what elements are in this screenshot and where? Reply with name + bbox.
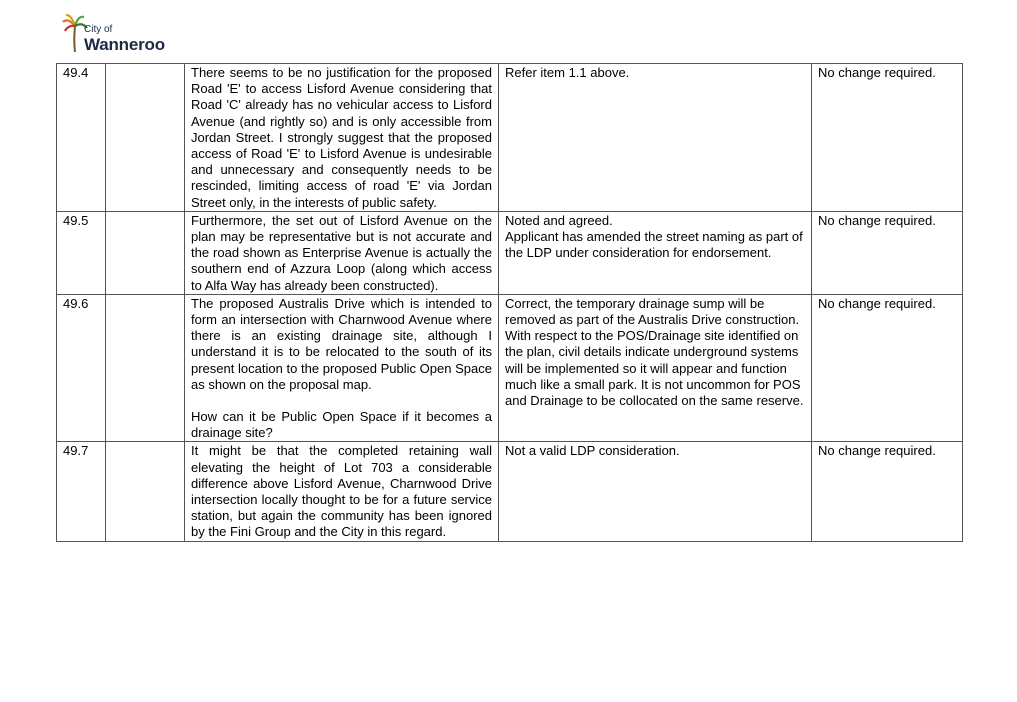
city-logo <box>62 14 182 56</box>
submission-cell <box>185 294 499 442</box>
submitter-cell <box>106 64 185 212</box>
table-row <box>57 294 963 442</box>
submission-text: The proposed Australis Drive which is intended to form an intersection with Charnwood Avenue where there is an existing drainage site, although I understand it is to be relocated to the south of its present location to the proposed Public Open Space as shown on the proposal map. <box>191 295 492 392</box>
submitter-cell <box>106 442 185 541</box>
submission-text: There seems to be no justification for the proposed Road 'E' to access Lisford Avenue considering that Road 'C' already has no vehicular access to Lisford Avenue (and rightly so) and is only accessible from Jordan Street. I strongly suggest that the proposed access of Road 'E' to Lisford Avenue is undesirable and unnecessary and consequently needs to be rescinded, limiting access of road 'E' via Jordan Street only, in the interests of public safety. <box>185 64 499 212</box>
recommendation-text: No change required. <box>812 211 963 294</box>
table-row <box>57 211 963 294</box>
response-text: Refer item 1.1 above. <box>499 64 812 212</box>
response-text: Correct, the temporary drainage sump will be removed as part of the Australis Drive construction. With respect to the POS/Drainage site identified on the plan, civil details indicate underground systems will be implemented so it will appear and function much like a small park. It is not uncommon for POS and Drainage to be collocated on the same reserve. <box>499 294 812 442</box>
submitter-cell <box>106 294 185 442</box>
submitter-cell <box>106 211 185 294</box>
submission-text: Furthermore, the set out of Lisford Avenue on the plan may be representative but is not accurate and the road shown as Enterprise Avenue is actually the southern end of Azzura Loop (along which access to Alfa Way has already been constructed). <box>185 211 499 294</box>
logo-line-1: City of <box>84 24 113 35</box>
recommendation-text: No change required. <box>812 442 963 541</box>
recommendation-text: No change required. <box>812 64 963 212</box>
submission-text-2: How can it be Public Open Space if it becomes a drainage site? <box>191 409 492 441</box>
response-text: Noted and agreed. Applicant has amended the street naming as part of the LDP under consideration for endorsement. <box>499 211 812 294</box>
recommendation-text: No change required. <box>812 294 963 442</box>
item-number: 49.6 <box>57 294 106 442</box>
submission-text: It might be that the completed retaining wall elevating the height of Lot 703 a considerable difference above Lisford Avenue, Charnwood Drive intersection locally thought to be for a future service station, but again the community has been ignored by the Fini Group and the City in this regard. <box>185 442 499 541</box>
response-text: Not a valid LDP consideration. <box>499 442 812 541</box>
item-number: 49.5 <box>57 211 106 294</box>
item-number: 49.4 <box>57 64 106 212</box>
logo-line-2: Wanneroo <box>84 35 165 54</box>
item-number: 49.7 <box>57 442 106 541</box>
table-row <box>57 442 963 541</box>
submissions-table <box>56 63 963 542</box>
table-row <box>57 64 963 212</box>
